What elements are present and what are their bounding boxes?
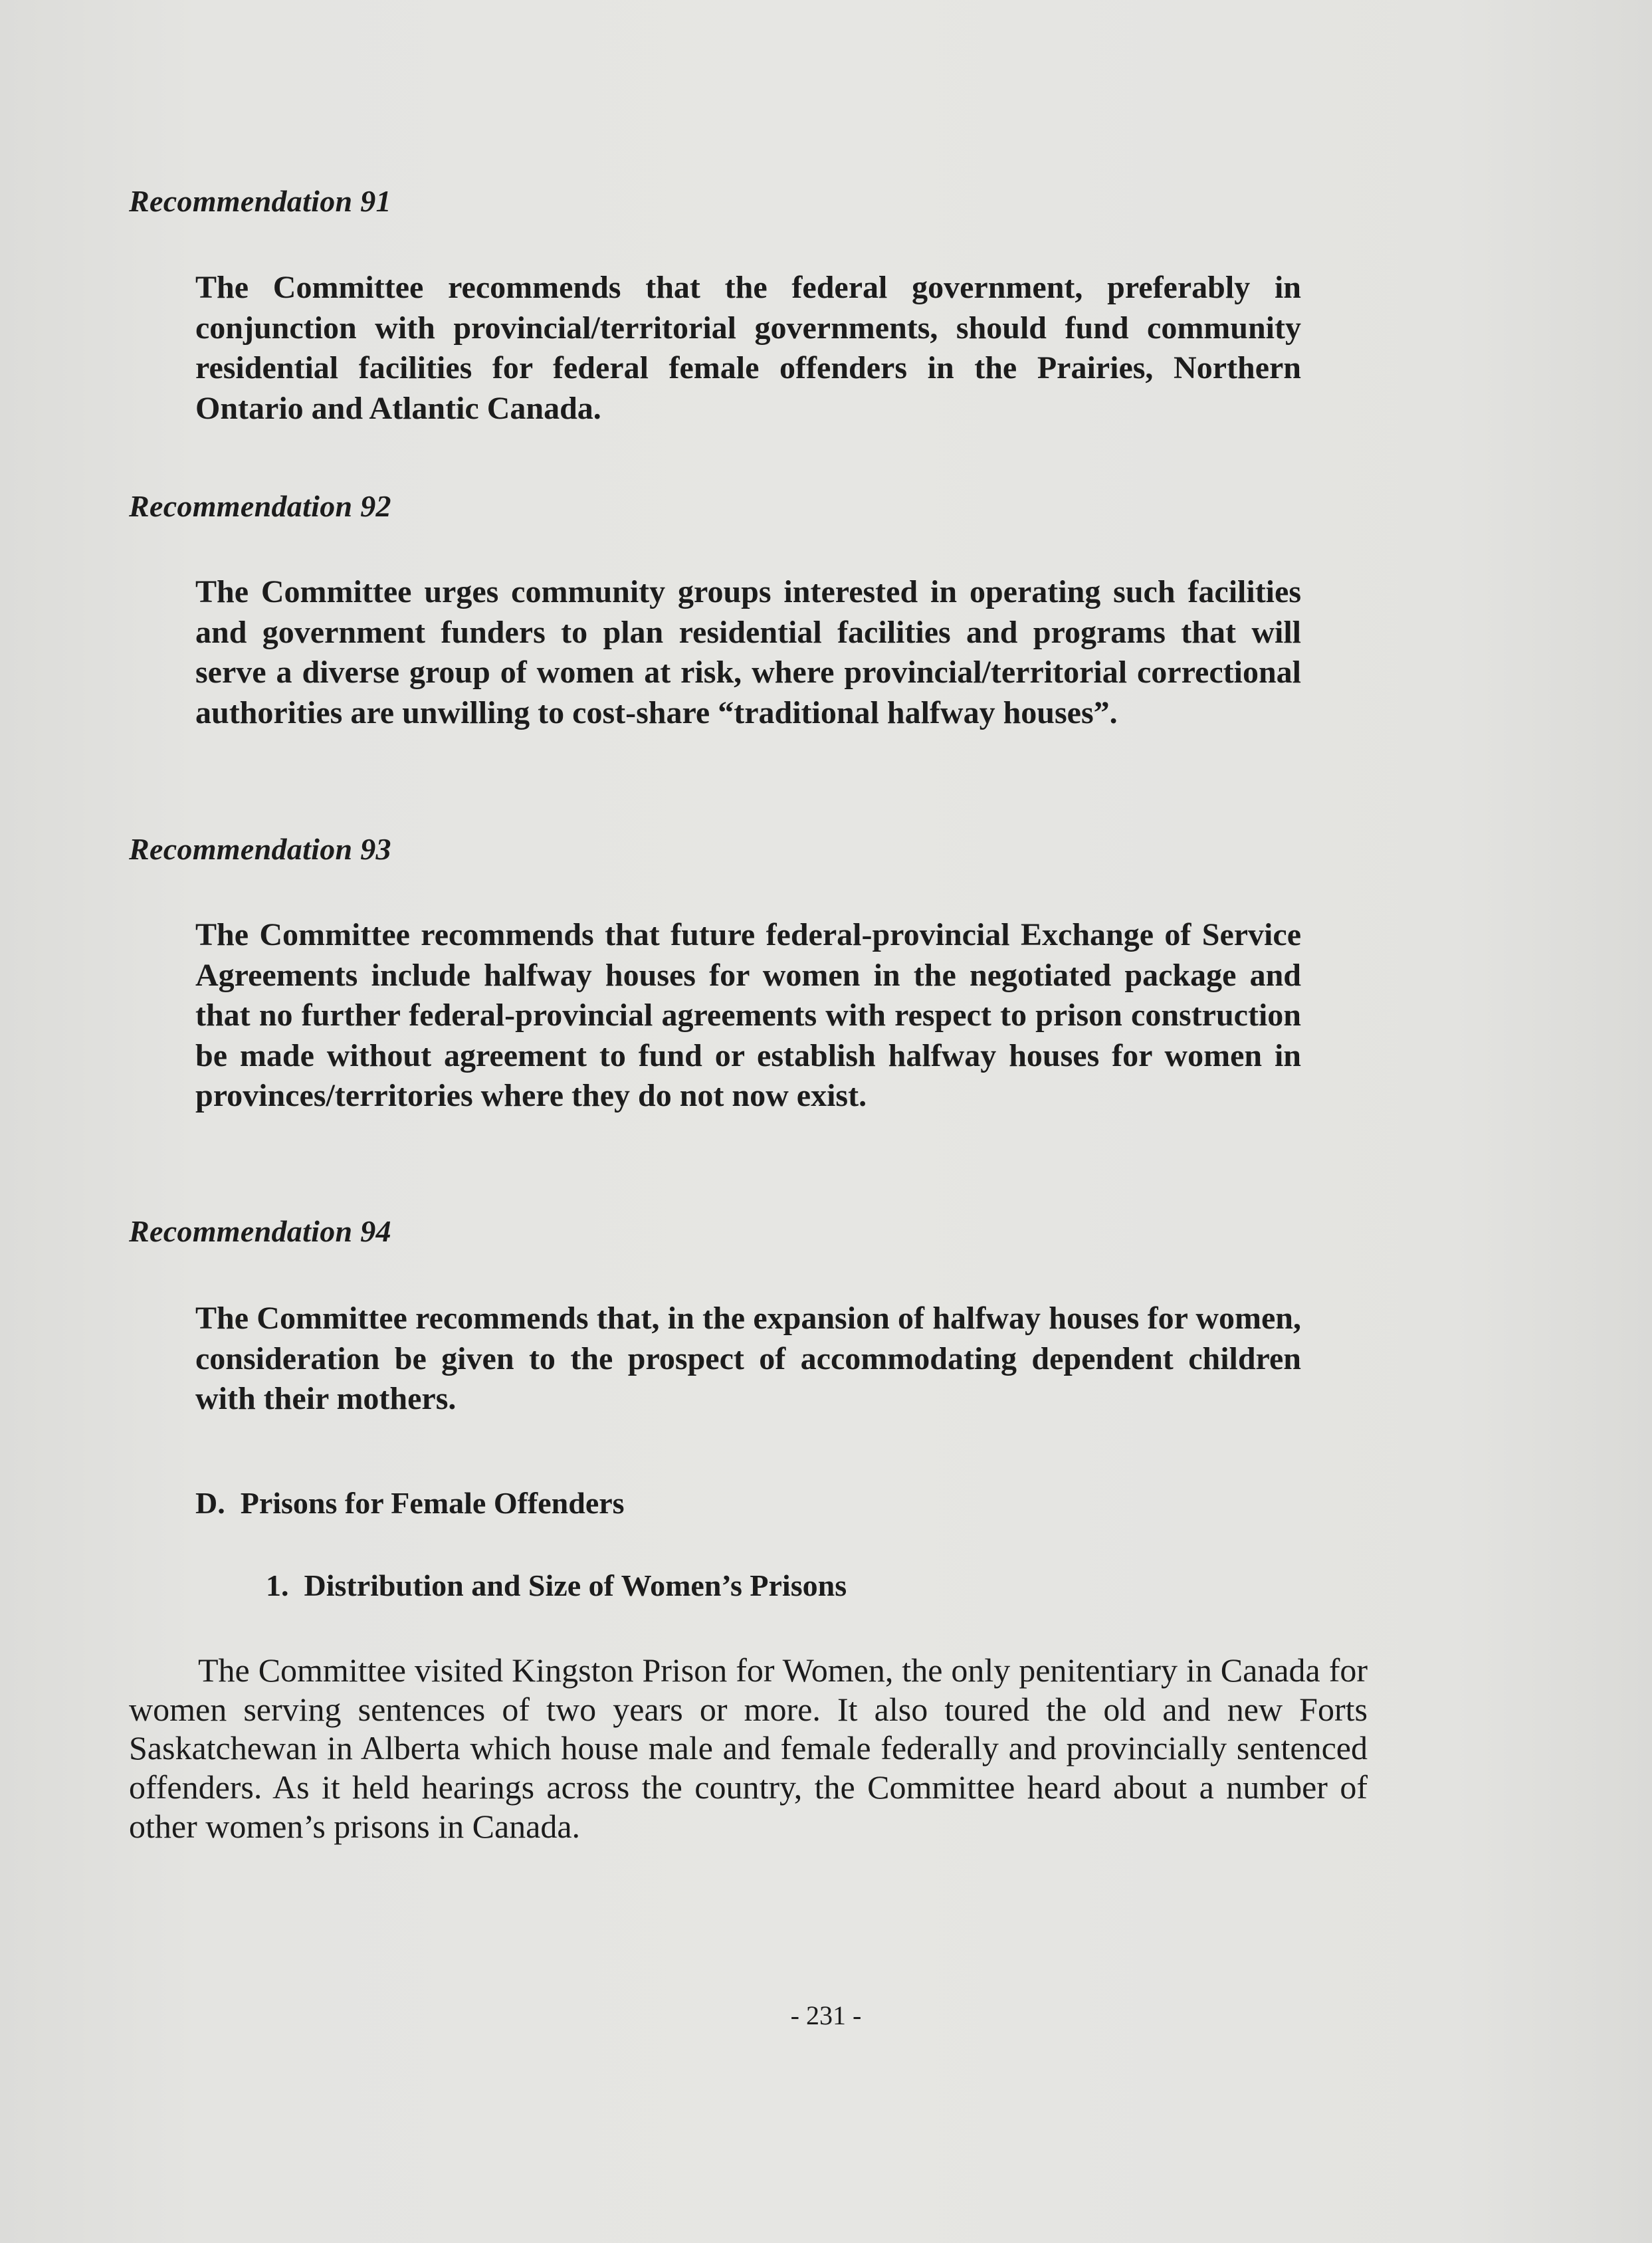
recommendation-93-heading: Recommendation 93	[129, 832, 391, 866]
recommendation-91-heading: Recommendation 91	[129, 184, 391, 218]
recommendation-91-text: The Committee recommends that the federal government, preferably in conjunction with provincial/territorial governments, should fund community residential facilities for federal female offenders in the Prairies, Northern Ontario and Atlantic Canada.	[195, 270, 1301, 426]
page-number: - 231 -	[790, 2000, 862, 2030]
body-paragraph: The Committee visited Kingston Prison for Women, the only penitentiary in Canada for women serving sentences of two years or more. It also toured the old and new Forts Saskatchewan in Alberta which house male and female federally and provincially sentenced offenders. As it held hearings across the country, the Committee heard about a number of other women’s prisons in Canada.	[129, 1652, 1368, 1845]
recommendation-94-heading: Recommendation 94	[129, 1214, 391, 1248]
recommendation-92-heading: Recommendation 92	[129, 489, 391, 523]
subsection-title: 1. Distribution and Size of Women’s Prisons	[266, 1568, 847, 1602]
section-title: D. Prisons for Female Offenders	[195, 1486, 625, 1520]
recommendation-92-text: The Committee urges community groups interested in operating such facilities and government funders to plan residential facilities and programs that will serve a diverse group of women at risk, where provincial/territorial correctional authorities are unwilling to cost-share “traditional halfway houses”.	[195, 574, 1301, 730]
recommendation-93-text: The Committee recommends that future federal-provincial Exchange of Service Agreements include halfway houses for women in the negotiated package and that no further federal-provincial agreements with respect to prison construction be made without agreement to fund or establish halfway houses for women in provinces/territories where they do not now exist.	[195, 917, 1301, 1114]
recommendation-94-text: The Committee recommends that, in the expansion of halfway houses for women, consideration be given to the prospect of accommodating dependent children with their mothers.	[195, 1301, 1301, 1417]
